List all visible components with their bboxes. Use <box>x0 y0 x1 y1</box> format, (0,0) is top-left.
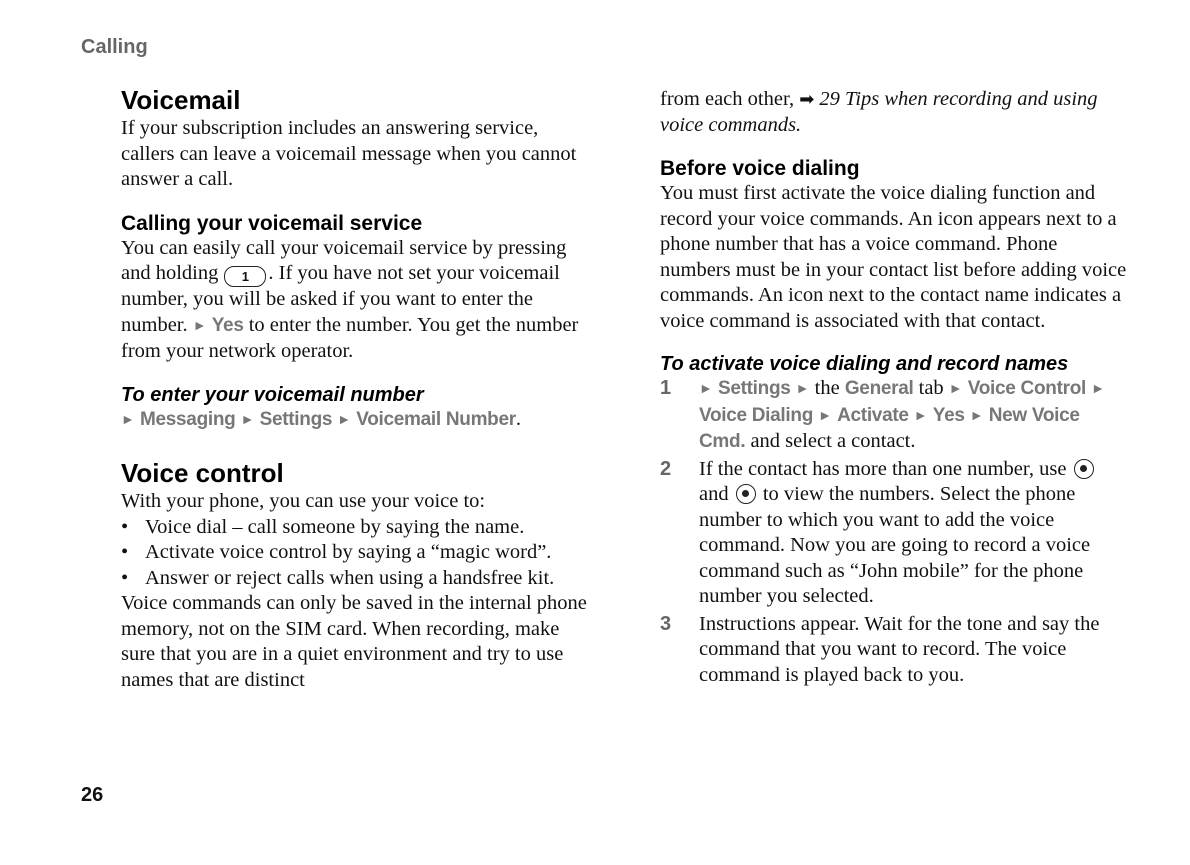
arrow-icon: ► <box>240 412 255 428</box>
menu-activate: Activate <box>837 404 909 426</box>
voicemail-intro: If your subscription includes an answering service, callers can leave a voicemail message when you cannot answer a call. <box>121 117 577 190</box>
left-column <box>121 84 591 693</box>
activate-steps <box>660 376 1130 688</box>
menu-yes: Yes <box>211 314 244 336</box>
before-voice-dialing-text: You must first activate the voice dialing function and record your voice commands. An icon appears next to a phone number that has a voice command. Phone numbers must be in your contact list before adding voice commands. An icon next to the contact name indicates a voice command is associated with that contact. <box>660 182 1127 332</box>
voicemail-heading: Voicemail <box>121 85 241 115</box>
list-item: • Answer or reject calls when using a handsfree kit. <box>121 566 591 592</box>
right-column <box>660 87 1130 690</box>
arrow-icon: ► <box>337 412 352 428</box>
enter-number-path: ► Messaging ► Settings ► Voicemail Number. <box>121 407 521 430</box>
navigation-key-icon <box>736 484 756 504</box>
key-1-icon: 1 <box>224 266 266 287</box>
arrow-icon: ► <box>192 318 207 334</box>
step-item: 3 Instructions appear. Wait for the tone and say the command that you want to record. The voice command is played back to you. <box>660 612 1100 686</box>
list-item: • Voice dial – call someone by saying the name. <box>121 515 591 541</box>
voice-control-list <box>121 515 591 592</box>
navigation-key-icon <box>1074 459 1094 479</box>
list-item: • Activate voice control by saying a “magic word”. <box>121 540 591 566</box>
enter-number-heading: To enter your voicemail number <box>121 383 424 406</box>
step-number: 1 <box>660 377 672 399</box>
arrow-icon: ► <box>1091 382 1105 397</box>
page-number: 26 <box>81 784 104 806</box>
voice-control-heading: Voice control <box>121 458 284 488</box>
voice-control-outro: Voice commands can only be saved in the internal phone memory, not on the SIM card. When recording, make sure that you are in a quiet environment and try to use names that are distinct <box>121 592 587 691</box>
menu-messaging: Messaging <box>139 408 236 430</box>
voice-control-intro: With your phone, you can use your voice to: <box>121 490 486 512</box>
menu-yes: Yes <box>932 404 965 426</box>
step-item: 2 If the contact has more than one number, use and to view the numbers. Select the phone number to which you want to add the voice command. Now you are going to record a voice command such as “John mobile” for the phone number you selected. <box>660 457 1130 610</box>
menu-voice-control: Voice Control <box>967 378 1086 399</box>
menu-new-voice-cmd: New Voice Cmd. <box>699 404 1080 452</box>
calling-voicemail-text: You can easily call your voicemail service by pressing and holding 1 . If you have not set your voicemail number, you will be asked if you want to enter the number. ► Yes to enter the number. You get the number from your network operator. <box>121 236 579 362</box>
activate-voice-dialing-heading: To activate voice dialing and record names <box>660 353 1069 375</box>
arrow-icon: ► <box>913 408 928 424</box>
menu-voice-dialing: Voice Dialing <box>699 404 813 426</box>
continued-text: from each other, ➡ 29 Tips when recording and using voice commands. <box>660 88 1098 136</box>
arrow-icon: ► <box>699 382 713 397</box>
arrow-icon: ► <box>818 408 832 424</box>
page-reference: 29 Tips when recording and using voice commands. <box>660 88 1098 136</box>
arrow-icon: ► <box>795 382 810 397</box>
calling-voicemail-heading: Calling your voicemail service <box>121 211 423 235</box>
step-number: 2 <box>660 457 672 480</box>
menu-settings: Settings <box>259 408 333 430</box>
running-head: Calling <box>81 36 148 58</box>
step-item: 1 ► Settings ► the General tab ► Voice Control ► Voice Dialing ► Activate ► Yes ► New Voice Cmd. and select a contact. <box>660 377 1105 452</box>
step-number: 3 <box>660 612 672 635</box>
before-voice-dialing-heading: Before voice dialing <box>660 157 860 180</box>
menu-settings: Settings <box>717 378 791 399</box>
arrow-icon: ► <box>121 412 135 428</box>
arrow-icon: ► <box>969 408 984 424</box>
arrow-icon: ► <box>948 382 963 397</box>
menu-voicemail-number: Voicemail Number <box>356 408 516 430</box>
reference-arrow-icon: ➡ <box>799 89 815 110</box>
menu-general: General <box>844 378 914 399</box>
